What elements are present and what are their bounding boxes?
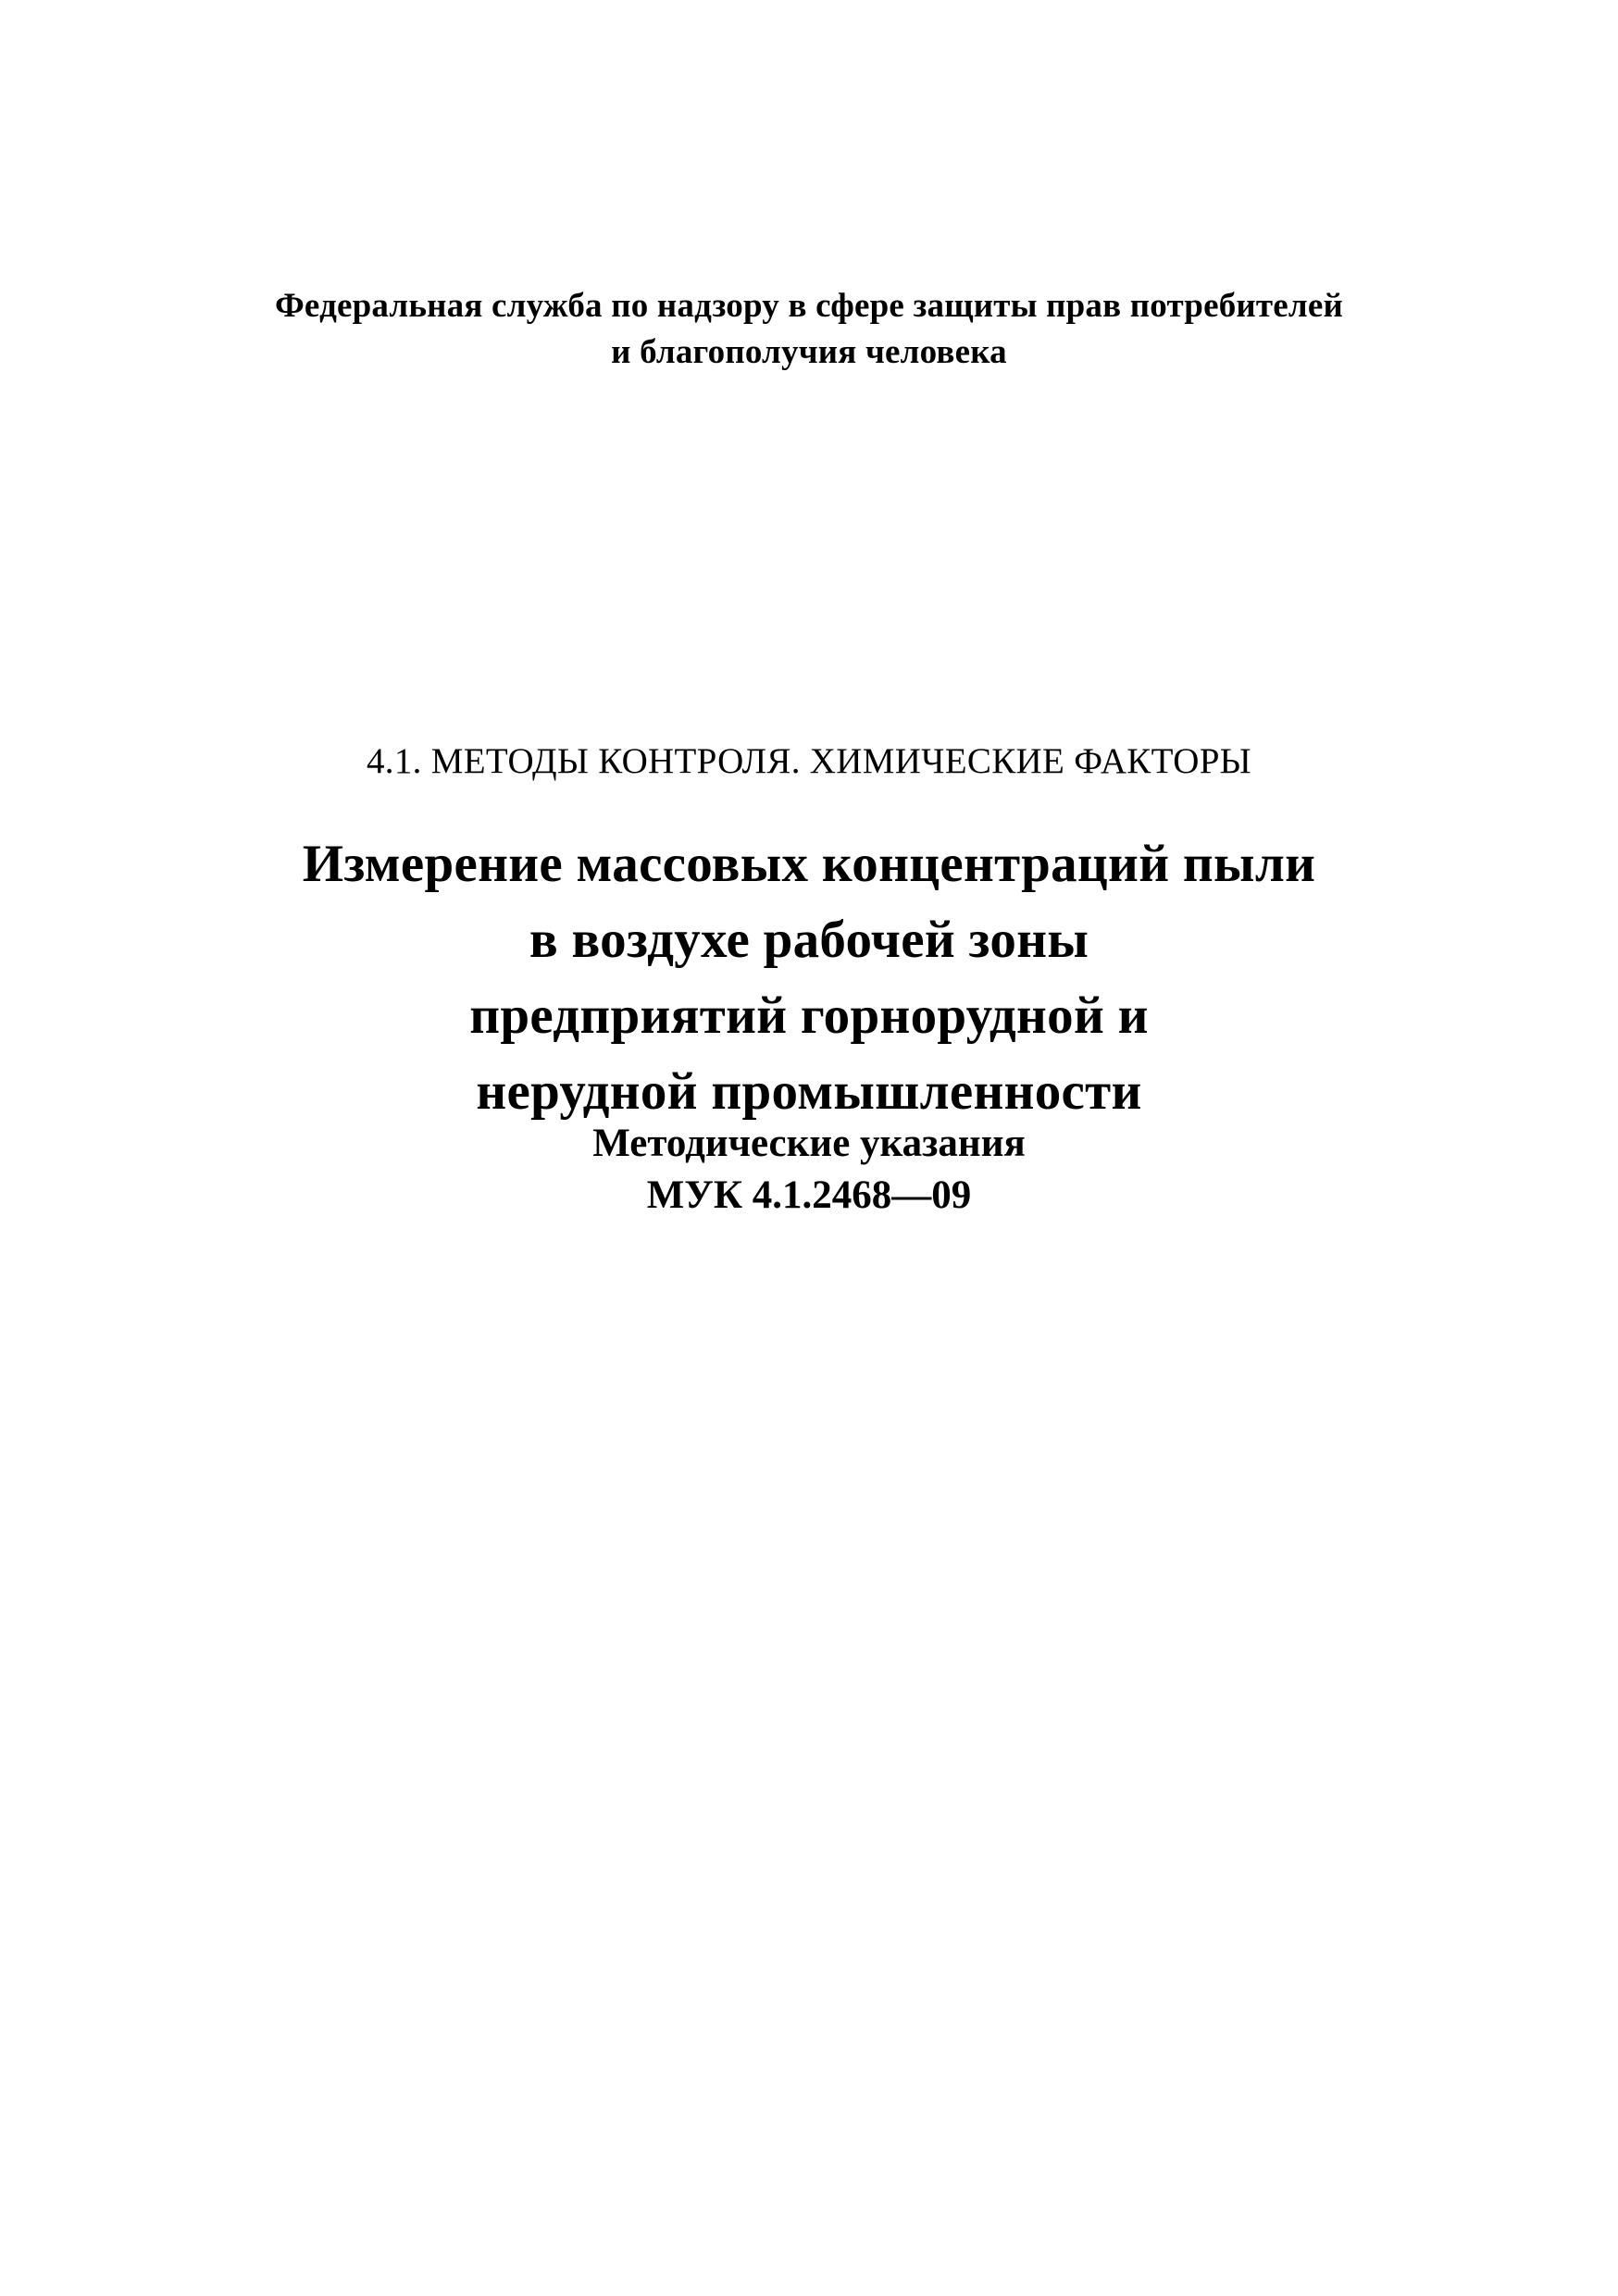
section-title: 4.1. МЕТОДЫ КОНТРОЛЯ. ХИМИЧЕСКИЕ ФАКТОРЫ (367, 741, 1251, 781)
document-type: Методические указания (592, 1122, 1026, 1165)
issuing-authority (0, 283, 1618, 376)
title-line-2: в воздухе рабочей зоны (529, 911, 1089, 969)
document-designation (0, 1118, 1618, 1222)
document-code: МУК 4.1.2468—09 (646, 1173, 972, 1217)
authority-line-2: и благополучия человека (611, 333, 1007, 371)
document-title (0, 826, 1618, 1130)
authority-line-1: Федеральная служба по надзору в сфере защиты прав потребителей (274, 287, 1344, 325)
title-line-3: предприятий горнорудной и (469, 987, 1149, 1045)
title-line-4: нерудной промышленности (476, 1062, 1142, 1121)
section-heading (0, 738, 1618, 785)
title-line-1: Измерение массовых концентраций пыли (302, 835, 1316, 893)
